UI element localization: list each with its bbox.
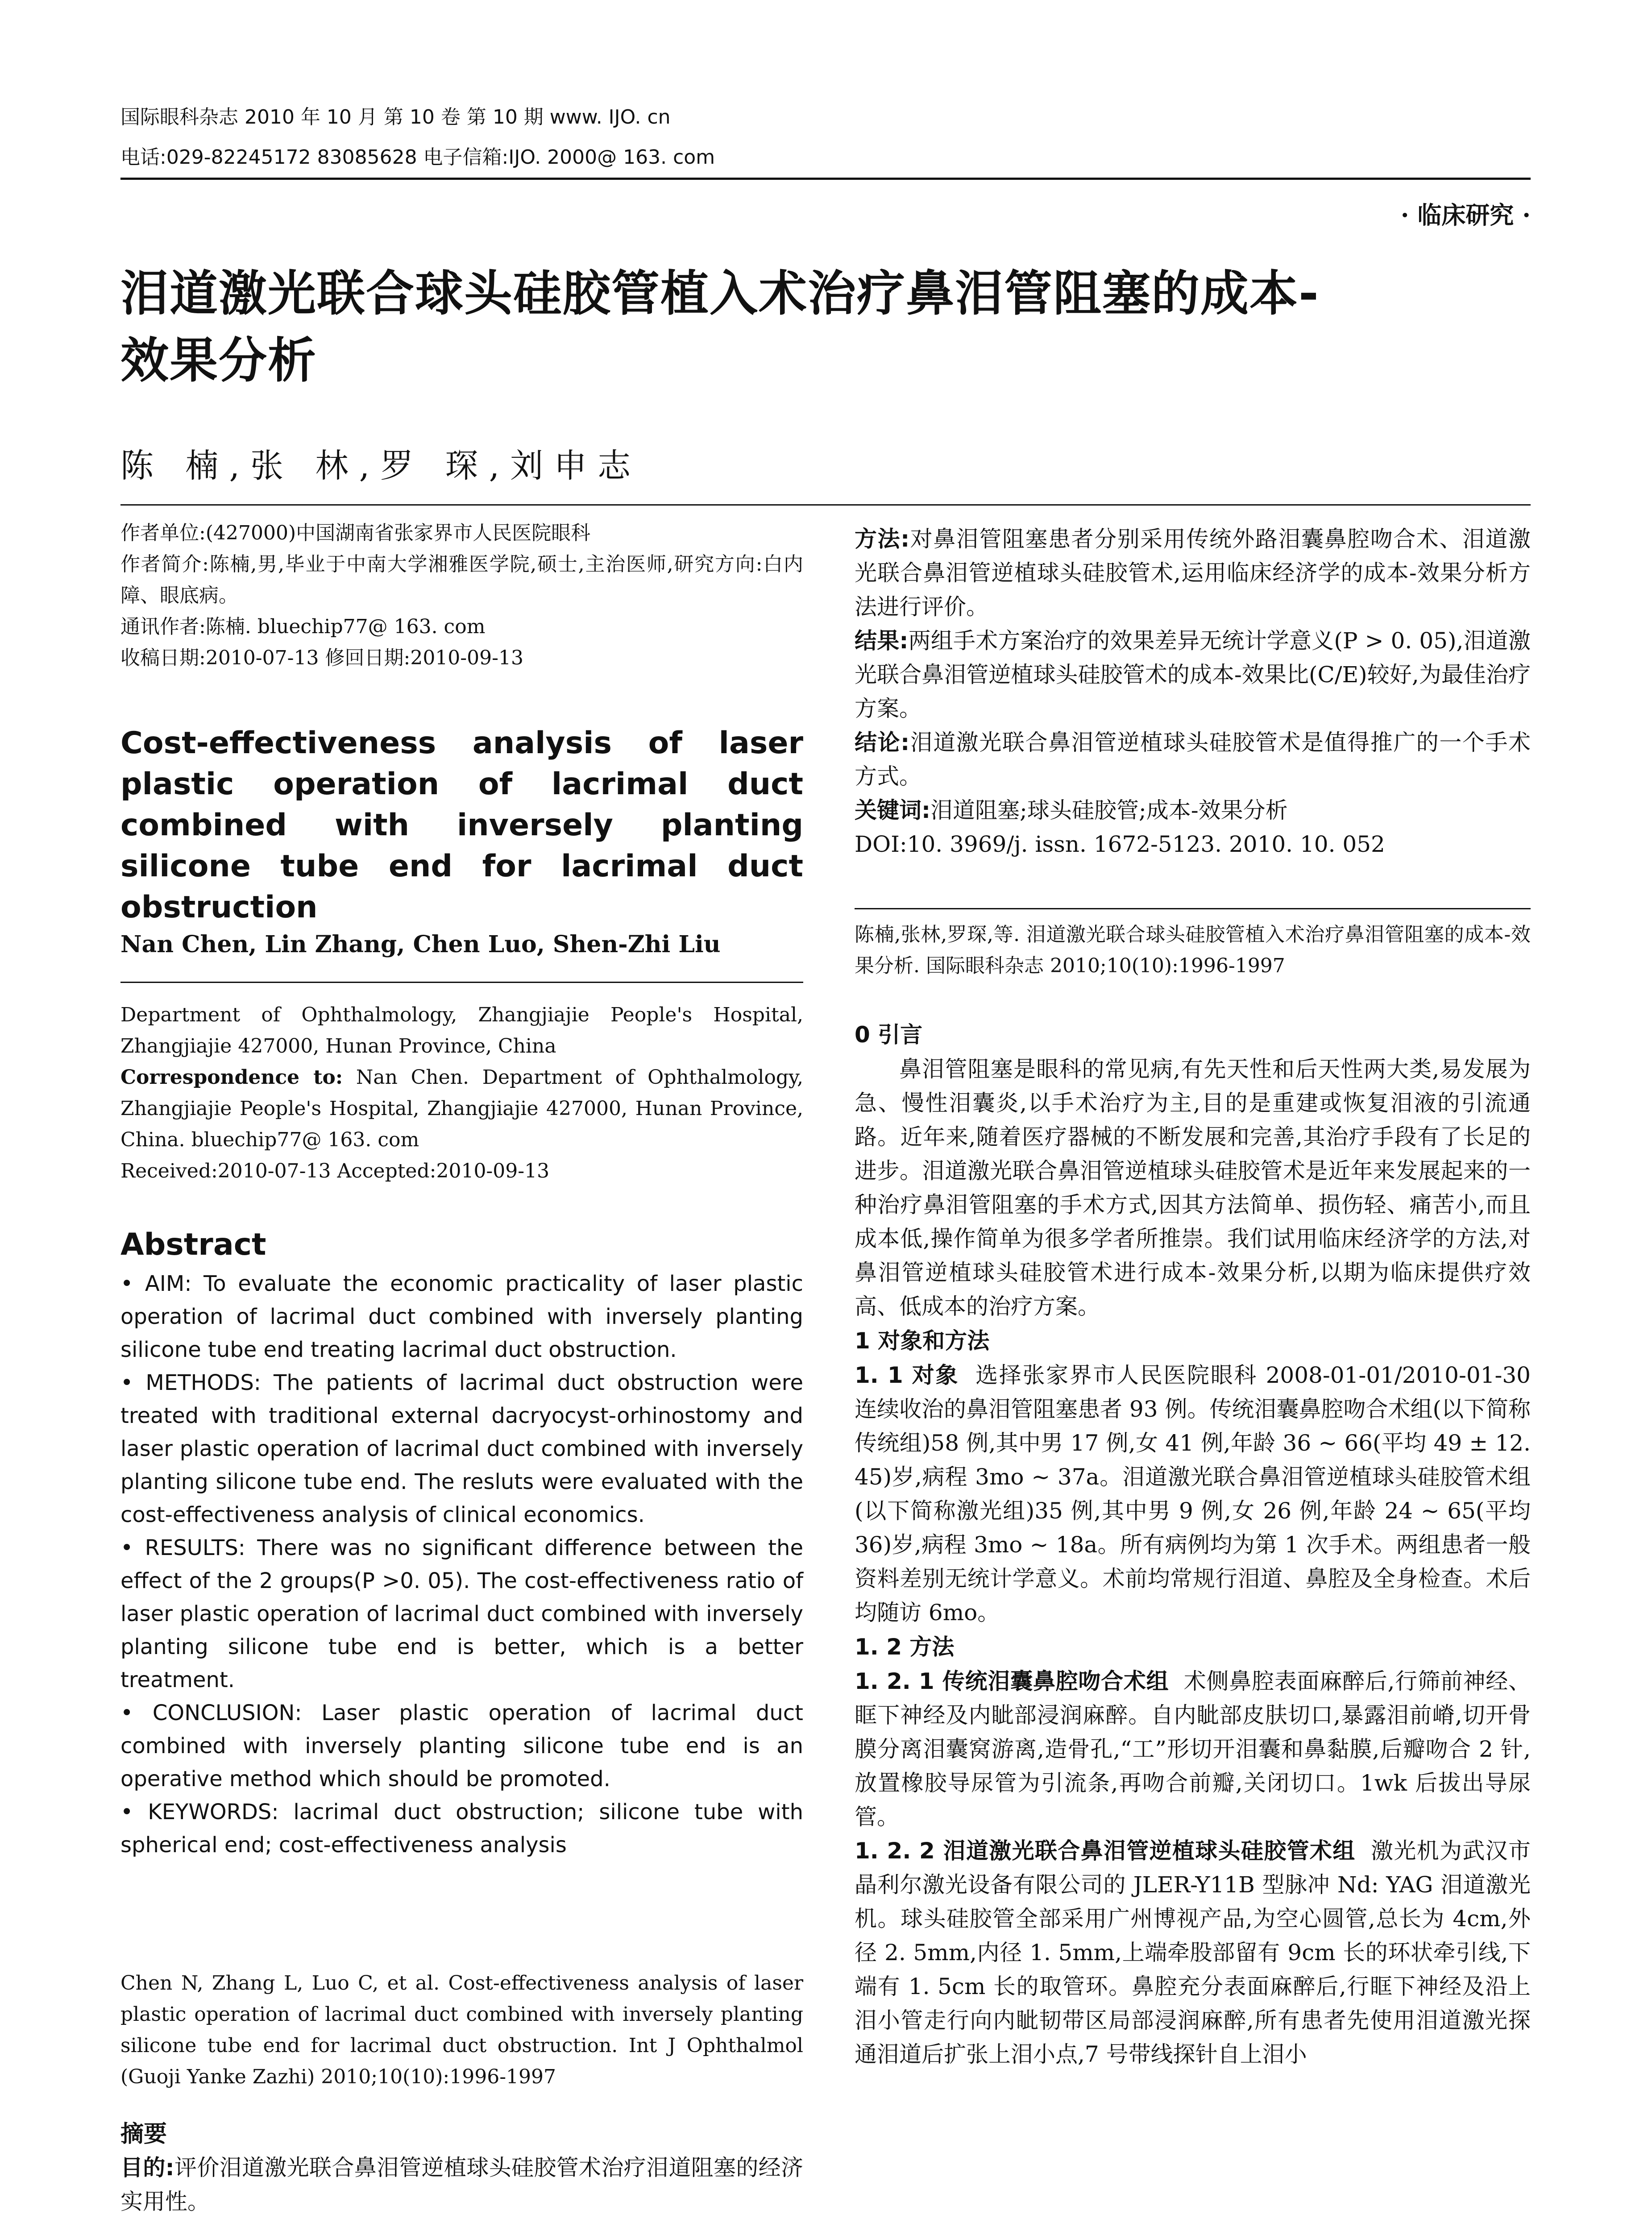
received-dates: 收稿日期:2010-07-13 修回日期:2010-09-13	[120, 647, 524, 669]
cn-conclusion	[855, 726, 1531, 793]
journal-header-line2: 电话:029-82245172 83085628 电子信箱:IJO. 2000@ 163. com	[120, 146, 715, 169]
english-title: Cost-effectiveness analysis of laser plastic operation of lacrimal duct combined with inversely planting silicone tube end for lacrimal duct obstruction	[120, 726, 803, 925]
section1-2-1-text: 术侧鼻腔表面麻醉后,行筛前神经、眶下神经及内眦部浸润麻醉。自内眦部皮肤切口,暴露泪前嵴,切开骨膜分离泪囊窝游离,造骨孔,“工”形切开泪囊和鼻黏膜,后瓣吻合 2 针,放置橡胶导尿管为引流条,再吻合前瓣,关闭切口。1wk 后拔出导尿管。	[855, 1668, 1531, 1830]
article-title-line1: 泪道激光联合球头硅胶管植入术治疗鼻泪管阻塞的成本-	[120, 266, 1320, 322]
results-text: 两组手术方案治疗的效果差异无统计学意义(P > 0. 05),泪道激光联合鼻泪管逆植球头硅胶管术的成本-效果比(C/E)较好,为最佳治疗方案。	[855, 628, 1531, 722]
english-affiliation	[120, 999, 803, 1187]
section1-1-paragraph	[855, 1358, 1531, 1630]
results-label: 结果:	[855, 628, 909, 654]
section1-2-2-paragraph	[855, 1834, 1531, 2071]
received-accepted: Received:2010-07-13 Accepted:2010-09-13	[120, 1160, 550, 1182]
cn-methods	[855, 522, 1531, 624]
title-rule	[120, 504, 1531, 506]
section1-2-heading: 1. 2 方法	[855, 1634, 955, 1660]
abstract-results: • RESULTS: There was no significant difference between the effect of the 2 groups(P >0. 05). The cost-effectiveness ratio of laser plastic operation of lacrimal duct combined with inversely planting silicone tube end is better, which is a better treatment.	[120, 1535, 803, 1692]
affiliation-dept: Department of Ophthalmology, Zhangjiajie People's Hospital, Zhangjiajie 427000, Hunan Province, China	[120, 1004, 803, 1057]
cn-abstract-continued	[855, 522, 1531, 861]
section1-2-1-label: 1. 2. 1 传统泪囊鼻腔吻合术组	[855, 1668, 1169, 1694]
keywords-text: 泪道阻塞;球头硅胶管;成本-效果分析	[930, 797, 1288, 823]
section-tag: · 临床研究 ·	[1400, 201, 1531, 229]
conclusion-text: 泪道激光联合鼻泪管逆植球头硅胶管术是值得推广的一个手术方式。	[855, 730, 1531, 789]
intro-paragraph: 鼻泪管阻塞是眼科的常见病,有先天性和后天性两大类,易发展为急、慢性泪囊炎,以手术治疗为主,目的是重建或恢复泪液的引流通路。近年来,随着医疗器械的不断发展和完善,其治疗手段有了长足的进步。泪道激光联合鼻泪管逆植球头硅胶管术是近年来发展起来的一种治疗鼻泪管阻塞的手术方式,因其方法简单、损伤轻、痛苦小,而且成本低,操作简单为很多学者所推崇。我们试用临床经济学的方法,对鼻泪管逆植球头硅胶管术进行成本-效果分析,以期为临床提供疗效高、低成本的治疗方案。	[855, 1056, 1531, 1319]
corresponding-author: 通讯作者:陈楠. bluechip77@ 163. com	[120, 615, 486, 638]
cn-abstract-heading: 摘要	[120, 2121, 167, 2148]
abstract-methods: • METHODS: The patients of lacrimal duct obstruction were treated with traditional external dacryocyst-orhinostomy and laser plastic operation of lacrimal duct combined with inversely planting silicone tube end. The resluts were evaluated with the cost-effectiveness analysis of clinical economics.	[120, 1370, 803, 1527]
aim-label: 目的:	[120, 2155, 174, 2181]
keywords-label: 关键词:	[855, 797, 930, 823]
section1-1-text: 选择张家界市人民医院眼科 2008-01-01/2010-01-30 连续收治的鼻泪管阻塞患者 93 例。传统泪囊鼻腔吻合术组(以下简称传统组)58 例,其中男 17 例,女 41 例,年龄 36 ~ 66(平均 49 ± 12. 45)岁,病程 3mo ~ 37a。泪道激光联合鼻泪管逆植球头硅胶管术组(以下简称激光组)35 例,其中男 9 例,女 26 例,年龄 24 ~ 65(平均 36)岁,病程 3mo ~ 18a。所有病例均为第 1 次手术。两组患者一般资料差别无统计学意义。术前均常规行泪道、鼻腔及全身检查。术后均随访 6mo。	[855, 1362, 1531, 1626]
correspondence-text: Nan Chen. Department of Ophthalmology, Zhangjiajie People's Hospital, Zhangjiajie 427000, Hunan Province, China. bluechip77@ 163. com	[120, 1066, 803, 1151]
english-authors: Nan Chen, Lin Zhang, Chen Luo, Shen-Zhi Liu	[120, 931, 721, 958]
body-text	[855, 1017, 1531, 2071]
methods-label: 方法:	[855, 526, 910, 552]
section1-2-1-paragraph	[855, 1664, 1531, 1834]
cn-keywords	[855, 793, 1531, 827]
english-citation: Chen N, Zhang L, Luo C, et al. Cost-effectiveness analysis of laser plastic operation of lacrimal duct combined with inversely planting silicone tube end for lacrimal duct obstruction. Int J Ophthalmol (Guoji Yanke Zazhi) 2010;10(10):1996-1997	[120, 1972, 803, 2088]
section1-1-label: 1. 1 对象	[855, 1362, 959, 1388]
abstract-body	[120, 1267, 803, 1862]
abstract-heading: Abstract	[120, 1227, 266, 1262]
doi-rule	[855, 908, 1531, 909]
author-info	[120, 518, 803, 674]
conclusion-label: 结论:	[855, 730, 910, 755]
doi: DOI:10. 3969/j. issn. 1672-5123. 2010. 10. 052	[855, 831, 1385, 857]
section1-2-2-text: 激光机为武汉市晶利尔激光设备有限公司的 JLER-Y11B 型脉冲 Nd: YAG 泪道激光机。球头硅胶管全部采用广州博视产品,为空心圆管,总长为 4cm,外径 2. 5mm,内径 1. 5mm,上端牵股部留有 9cm 长的环状牵引线,下端有 1. 5cm 长的取管环。鼻腔充分表面麻醉后,行眶下神经及沿上泪小管走行向内眦韧带区局部浸润麻醉,所有患者先使用泪道激光探通泪道后扩张上泪小点,7 号带线探针自上泪小	[855, 1838, 1531, 2067]
intro-heading: 0 引言	[855, 1022, 923, 1048]
cn-abstract-aim	[120, 2151, 803, 2219]
authors-cn: 陈 楠,张 林,罗 琛,刘申志	[120, 447, 642, 485]
journal-header-line1: 国际眼科杂志 2010 年 10 月 第 10 卷 第 10 期 www. IJO. cn	[120, 106, 671, 129]
cn-citation: 陈楠,张林,罗琛,等. 泪道激光联合球头硅胶管植入术治疗鼻泪管阻塞的成本-效果分析. 国际眼科杂志 2010;10(10):1996-1997	[855, 923, 1531, 977]
abstract-conclusion: • CONCLUSION: Laser plastic operation of lacrimal duct combined with inversely planting silicone tube end is an operative method which should be promoted.	[120, 1700, 803, 1791]
section1-heading: 1 对象和方法	[855, 1328, 990, 1354]
authors-rule	[120, 982, 803, 983]
header-rule	[120, 178, 1531, 180]
cn-results	[855, 624, 1531, 726]
article-title-line2: 效果分析	[120, 333, 317, 389]
methods-text: 对鼻泪管阻塞患者分别采用传统外路泪囊鼻腔吻合术、泪道激光联合鼻泪管逆植球头硅胶管术,运用临床经济学的成本-效果分析方法进行评价。	[855, 526, 1531, 620]
correspondence-label: Correspondence to:	[120, 1066, 343, 1089]
aim-text: 评价泪道激光联合鼻泪管逆植球头硅胶管术治疗泪道阻塞的经济实用性。	[120, 2155, 804, 2214]
author-bio: 作者简介:陈楠,男,毕业于中南大学湘雅医学院,硕士,主治医师,研究方向:白内障、眼底病。	[120, 553, 803, 607]
abstract-keywords: • KEYWORDS: lacrimal duct obstruction; silicone tube with spherical end; cost-effectiveness analysis	[120, 1800, 803, 1858]
section1-2-2-label: 1. 2. 2 泪道激光联合鼻泪管逆植球头硅胶管术组	[855, 1838, 1356, 1864]
abstract-aim: • AIM: To evaluate the economic practicality of laser plastic operation of lacrimal duct combined with inversely planting silicone tube end treating lacrimal duct obstruction.	[120, 1271, 803, 1362]
author-unit: 作者单位:(427000)中国湖南省张家界市人民医院眼科	[120, 522, 591, 544]
